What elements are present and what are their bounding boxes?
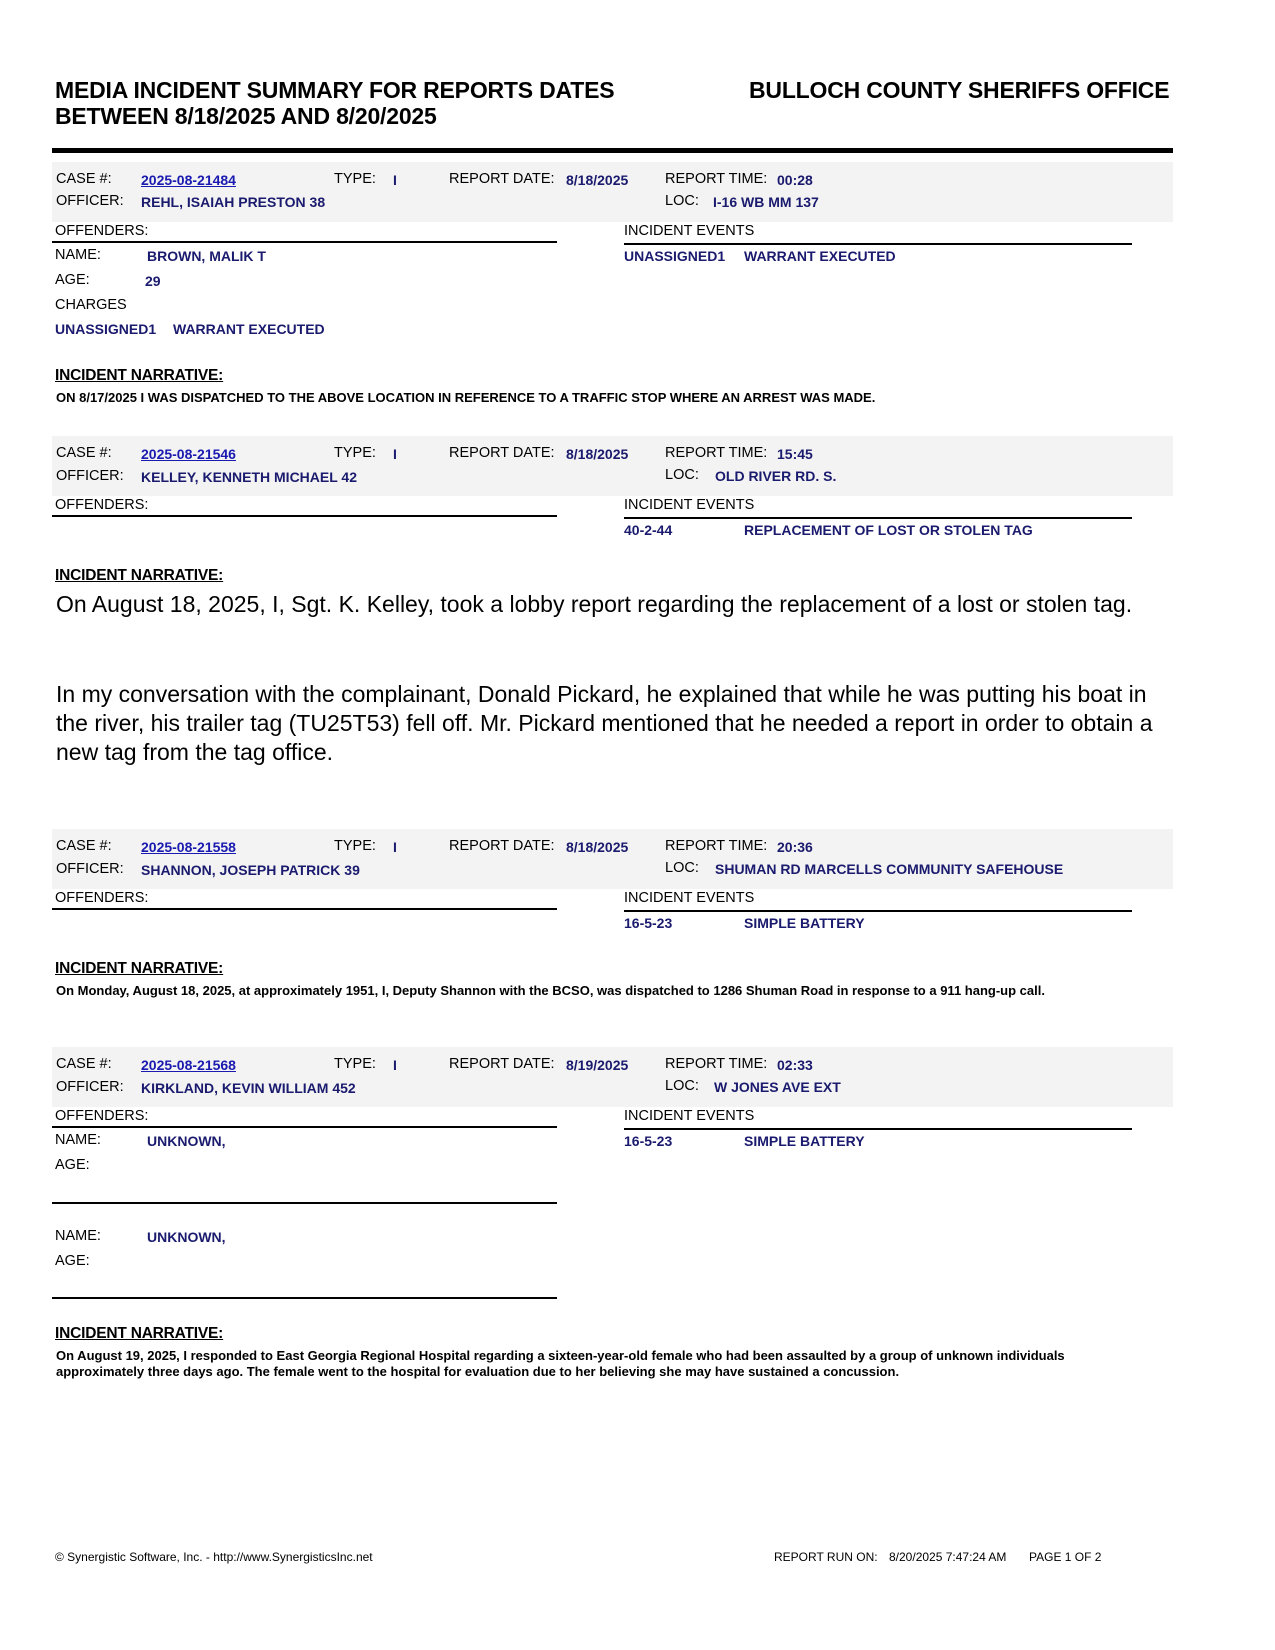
loc-label: LOC: — [665, 193, 699, 209]
report-date-label: REPORT DATE: — [449, 838, 555, 854]
case-number-link[interactable]: 2025-08-21484 — [141, 172, 236, 188]
narrative-text: On August 19, 2025, I responded to East Georgia Regional Hospital regarding a sixteen-year-old female who had been assaulted by a group of unknown individuals approximately three days ago. The female went to the hospital for evaluation due to her believing she may have sustained a concussion. — [56, 1348, 1065, 1379]
type-value: I — [393, 446, 397, 462]
agency-name: BULLOCH COUNTY SHERIFFS OFFICE — [749, 77, 1170, 103]
offenders-label: OFFENDERS: — [55, 497, 149, 513]
events-divider — [624, 910, 1132, 912]
event-desc: SIMPLE BATTERY — [744, 915, 865, 931]
officer-label: OFFICER: — [56, 193, 124, 209]
offenders-label: OFFENDERS: — [55, 1108, 149, 1124]
officer-value: KELLEY, KENNETH MICHAEL 42 — [141, 469, 357, 485]
events-divider — [624, 517, 1132, 519]
case-header-band — [52, 436, 1173, 496]
offender-name-label: NAME: — [55, 247, 101, 263]
case-header-band — [52, 1047, 1173, 1107]
offenders-divider — [52, 515, 557, 517]
narrative-paragraph-2: In my conversation with the complainant, Donald Pickard, he explained that while he was putting his boat in the river, his trailer tag (TU25T53) fell off. Mr. Pickard mentioned that he needed a report in order to obtain a new tag from the tag office. — [56, 681, 1153, 765]
officer-label: OFFICER: — [56, 468, 124, 484]
officer-value: REHL, ISAIAH PRESTON 38 — [141, 194, 326, 210]
narrative-heading: INCIDENT NARRATIVE: — [55, 960, 224, 977]
type-value: I — [393, 172, 397, 188]
report-run-value: 8/20/2025 7:47:24 AM — [889, 1550, 1007, 1564]
case-label: CASE #: — [56, 445, 112, 461]
type-label: TYPE: — [334, 1056, 376, 1072]
loc-value: W JONES AVE EXT — [714, 1079, 841, 1095]
type-label: TYPE: — [334, 171, 376, 187]
event-code: 16-5-23 — [624, 915, 673, 931]
case-number-link[interactable]: 2025-08-21568 — [141, 1057, 236, 1073]
narrative-heading: INCIDENT NARRATIVE: — [55, 567, 224, 584]
report-title-line2: BETWEEN 8/18/2025 AND 8/20/2025 — [55, 103, 437, 129]
offenders-divider — [52, 908, 557, 910]
offenders-divider — [52, 241, 557, 243]
type-value: I — [393, 839, 397, 855]
case-label: CASE #: — [56, 1056, 112, 1072]
event-desc: REPLACEMENT OF LOST OR STOLEN TAG — [744, 522, 1033, 538]
report-time-value: 20:36 — [777, 839, 813, 855]
narrative-heading: INCIDENT NARRATIVE: — [55, 367, 224, 384]
events-divider — [624, 243, 1132, 245]
incident-events-label: INCIDENT EVENTS — [624, 223, 755, 239]
narrative-text: On Monday, August 18, 2025, at approximately 1951, I, Deputy Shannon with the BCSO, was dispatched to 1286 Shuman Road in response to a 911 hang-up call. — [56, 983, 1045, 998]
report-time-value: 15:45 — [777, 446, 813, 462]
report-time-value: 00:28 — [777, 172, 813, 188]
narrative-text: ON 8/17/2025 I WAS DISPATCHED TO THE ABOVE LOCATION IN REFERENCE TO A TRAFFIC STOP WHERE AN ARREST WAS MADE. — [56, 390, 876, 405]
case-header-band — [52, 829, 1173, 889]
offender-divider — [52, 1297, 557, 1299]
incident-events-label: INCIDENT EVENTS — [624, 1108, 755, 1124]
offender-name-value: UNKNOWN, — [147, 1229, 226, 1245]
charge-desc: WARRANT EXECUTED — [173, 321, 325, 337]
type-label: TYPE: — [334, 445, 376, 461]
offender-age-value: 29 — [145, 273, 161, 289]
report-date-value: 8/18/2025 — [566, 172, 629, 188]
charge-code: UNASSIGNED1 — [55, 321, 157, 337]
case-number-link[interactable]: 2025-08-21558 — [141, 839, 236, 855]
offender-name-value: BROWN, MALIK T — [147, 248, 266, 264]
type-value: I — [393, 1057, 397, 1073]
report-time-label: REPORT TIME: — [665, 445, 768, 461]
report-time-label: REPORT TIME: — [665, 171, 768, 187]
loc-label: LOC: — [665, 467, 699, 483]
charges-label: CHARGES — [55, 297, 127, 313]
offenders-label: OFFENDERS: — [55, 890, 149, 906]
page-number: PAGE 1 OF 2 — [1029, 1550, 1102, 1564]
report-title-line1: MEDIA INCIDENT SUMMARY FOR REPORTS DATES — [55, 77, 615, 103]
loc-value: SHUMAN RD MARCELLS COMMUNITY SAFEHOUSE — [715, 861, 1064, 877]
report-run-label: REPORT RUN ON: — [774, 1550, 878, 1564]
incident-events-label: INCIDENT EVENTS — [624, 890, 755, 906]
officer-value: SHANNON, JOSEPH PATRICK 39 — [141, 862, 360, 878]
type-label: TYPE: — [334, 838, 376, 854]
loc-value: OLD RIVER RD. S. — [715, 468, 837, 484]
case-label: CASE #: — [56, 838, 112, 854]
report-date-value: 8/18/2025 — [566, 839, 629, 855]
offender-name-label: NAME: — [55, 1228, 101, 1244]
header-divider — [52, 148, 1173, 153]
officer-label: OFFICER: — [56, 861, 124, 877]
event-code: 40-2-44 — [624, 522, 673, 538]
offenders-divider — [52, 1126, 557, 1128]
event-desc: SIMPLE BATTERY — [744, 1133, 865, 1149]
loc-label: LOC: — [665, 860, 699, 876]
event-code: 16-5-23 — [624, 1133, 673, 1149]
event-code: UNASSIGNED1 — [624, 248, 726, 264]
incident-events-label: INCIDENT EVENTS — [624, 497, 755, 513]
offender-name-label: NAME: — [55, 1132, 101, 1148]
offender-age-label: AGE: — [55, 1253, 90, 1269]
case-number-link[interactable]: 2025-08-21546 — [141, 446, 236, 462]
loc-value: I-16 WB MM 137 — [713, 194, 819, 210]
event-desc: WARRANT EXECUTED — [744, 248, 896, 264]
case-header-band — [52, 162, 1173, 222]
offender-age-label: AGE: — [55, 272, 90, 288]
report-date-value: 8/19/2025 — [566, 1057, 629, 1073]
case-label: CASE #: — [56, 171, 112, 187]
offenders-label: OFFENDERS: — [55, 223, 149, 239]
officer-value: KIRKLAND, KEVIN WILLIAM 452 — [141, 1080, 356, 1096]
offender-age-label: AGE: — [55, 1157, 90, 1173]
report-time-label: REPORT TIME: — [665, 1056, 768, 1072]
offender-name-value: UNKNOWN, — [147, 1133, 226, 1149]
report-date-value: 8/18/2025 — [566, 446, 629, 462]
narrative-paragraph-1: On August 18, 2025, I, Sgt. K. Kelley, took a lobby report regarding the replacement of a lost or stolen tag. — [56, 591, 1133, 617]
copyright-text: © Synergistic Software, Inc. - http://www.SynergisticsInc.net — [55, 1550, 373, 1564]
report-time-value: 02:33 — [777, 1057, 813, 1073]
officer-label: OFFICER: — [56, 1079, 124, 1095]
events-divider — [624, 1128, 1132, 1130]
narrative-heading: INCIDENT NARRATIVE: — [55, 1325, 224, 1342]
report-date-label: REPORT DATE: — [449, 171, 555, 187]
report-date-label: REPORT DATE: — [449, 1056, 555, 1072]
report-date-label: REPORT DATE: — [449, 445, 555, 461]
offender-divider — [52, 1202, 557, 1204]
report-time-label: REPORT TIME: — [665, 838, 768, 854]
report-title — [55, 77, 614, 129]
loc-label: LOC: — [665, 1078, 699, 1094]
